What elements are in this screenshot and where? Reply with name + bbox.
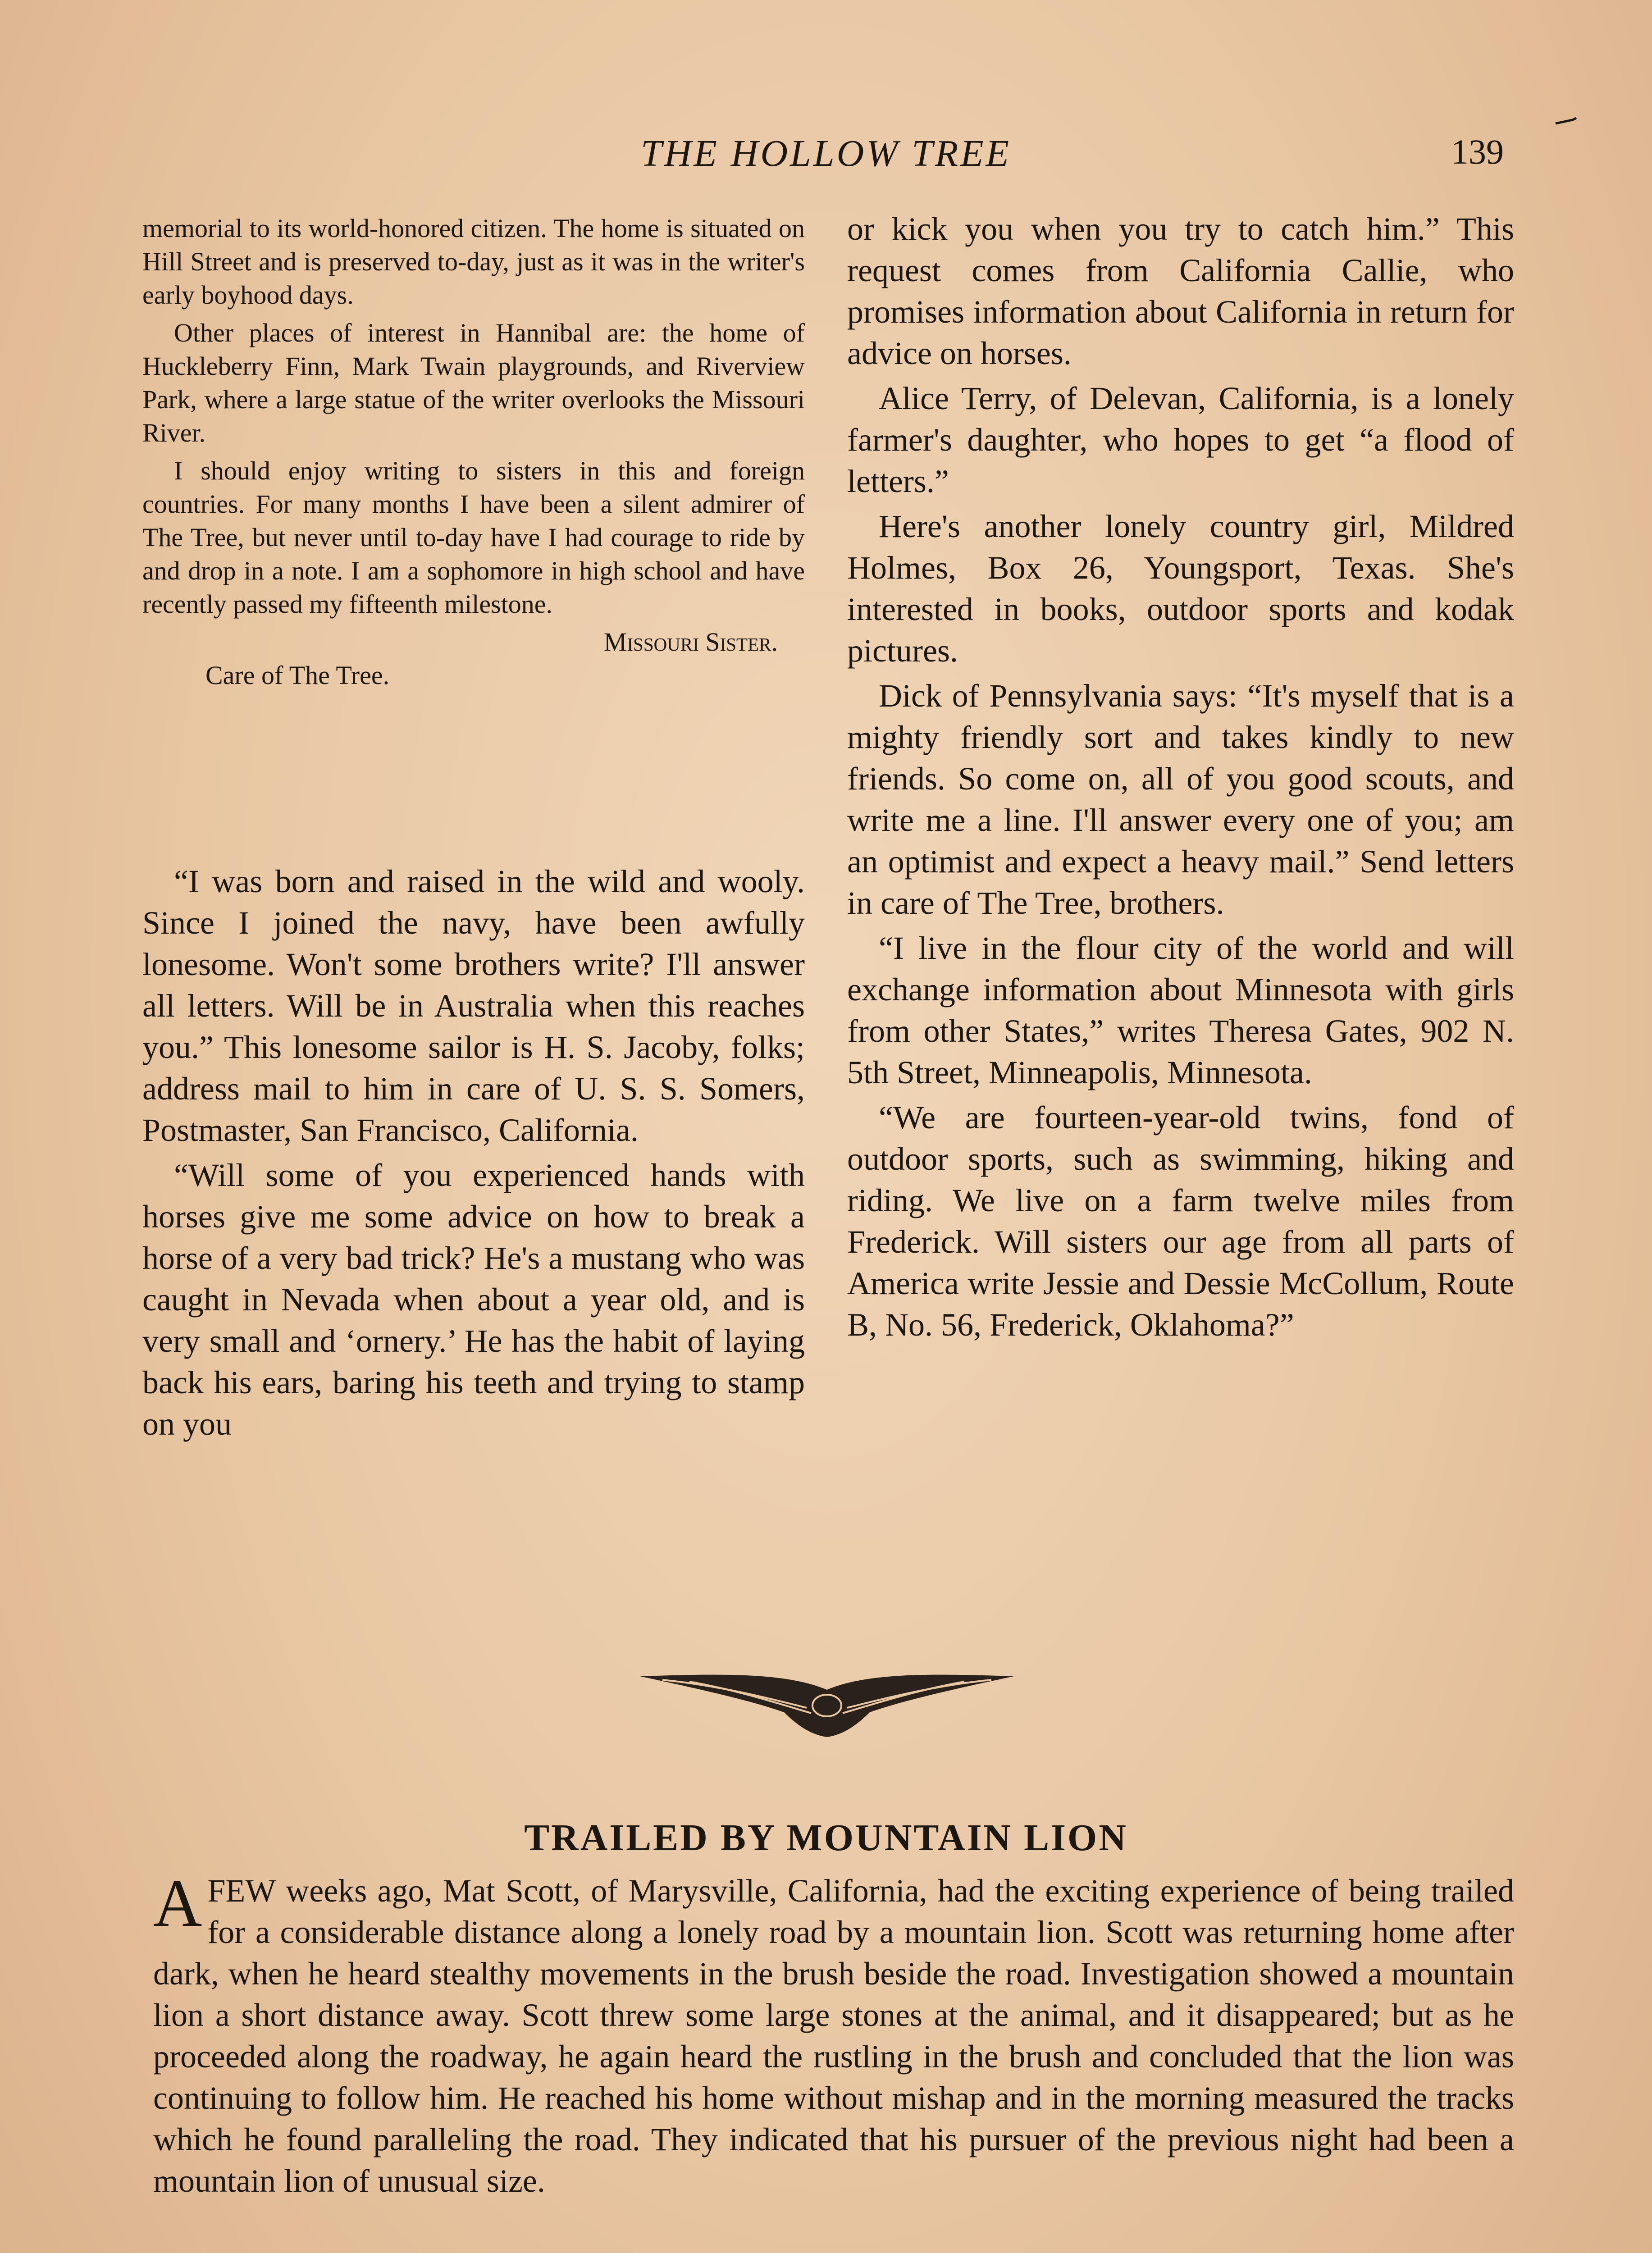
letter-paragraph: or kick you when you try to catch him.” This request comes from California Callie, who promises information about California in return for advice on horses. <box>847 211 1514 371</box>
letter-paragraph: “I live in the flour city of the world and will exchange information about Minnesota with girls from other States,” writes Theresa Gates, 902 N. 5th Street, Minneapolis, Minnesota. <box>847 930 1514 1090</box>
left-column-letter <box>142 212 805 697</box>
running-head: THE HOLLOW TREE <box>641 132 1011 174</box>
letter-paragraph: “We are fourteen-year-old twins, fond of outdoor sports, such as swimming, hiking and riding. We live on a farm twelve miles from Frederick. Will sisters our age from all parts of America write Jessie and Dessie McCollum, Route B, No. 56, Frederick, Oklahoma?” <box>847 1099 1514 1343</box>
letter-paragraph: Alice Terry, of Delevan, California, is a lonely farmer's daughter, who hopes to get “a flood of letters.” <box>847 380 1514 499</box>
page-number: 139 <box>1451 132 1504 171</box>
letter-paragraph: Here's another lonely country girl, Mildred Holmes, Box 26, Youngsport, Texas. She's interested in books, outdoor sports and kodak pictures. <box>847 508 1514 669</box>
letter-paragraph: “I was born and raised in the wild and wooly. Since I joined the navy, have been awfully lonesome. Won't some brothers write? I'll answer all letters. Will be in Australia when this reaches you.” This lonesome sailor is H. S. Jacoby, folks; address mail to him in care of U. S. S. Somers, Postmaster, San Francisco, California. <box>142 863 805 1148</box>
article-headline: TRAILED BY MOUNTAIN LION <box>524 1817 1128 1859</box>
letter-paragraph: Other places of interest in Hannibal are: the home of Huckleberry Finn, Mark Twain playgrounds, and Riverview Park, where a large statue of the writer overlooks the Missouri River. <box>142 318 805 447</box>
drop-cap: A <box>153 1866 202 1941</box>
care-of-line: Care of The Tree. <box>205 661 390 690</box>
left-column-letters <box>142 861 805 1448</box>
letter-paragraph: “Will some of you experienced hands with horses give me some advice on how to break a horse of a very bad trick? He's a mustang who was caught in Nevada when about a year old, and is very small and ‘ornery.’ He has the habit of laying back his ears, baring his teeth and trying to stamp on you <box>142 1157 805 1442</box>
article-body <box>153 1866 1514 2202</box>
ink-mark-icon <box>1555 117 1577 126</box>
letter-signature: Missouri Sister. <box>603 627 778 657</box>
article-text: FEW weeks ago, Mat Scott, of Marysville, California, had the exciting experience of being trailed for a considerable distance along a lonely road by a mountain lion. Scott was returning home after dark, when he heard stealthy movements in the brush beside the road. Investigation showed a mountain lion a short distance away. Scott threw some large stones at the animal, and it disappeared; but as he proceeded along the roadway, he again heard the rustling in the brush and concluded that the lion was continuing to follow him. He reached his home without mishap and in the morning measured the tracks which he found paralleling the road. They indicated that his pursuer of the previous night had been a mountain lion of unusual size. <box>153 1873 1514 2199</box>
letter-paragraph: Dick of Pennsylvania says: “It's myself that is a mighty friendly sort and takes kindly to new friends. So come on, all of you good scouts, and write me a line. I'll answer every one of you; am an optimist and expect a heavy mail.” Send letters in care of The Tree, brothers. <box>847 678 1514 921</box>
letter-paragraph: memorial to its world-honored citizen. The home is situated on Hill Street and is preserved to-day, just as it was in the writer's early boyhood days. <box>142 214 805 310</box>
letter-paragraph: I should enjoy writing to sisters in this and foreign countries. For many months I have been a silent admirer of The Tree, but never until to-day have I had courage to ride by and drop in a note. I am a sophomore in high school and have recently passed my fifteenth milestone. <box>142 456 805 619</box>
right-column-letters <box>847 208 1514 1349</box>
winged-emblem-icon <box>635 1658 1018 1744</box>
